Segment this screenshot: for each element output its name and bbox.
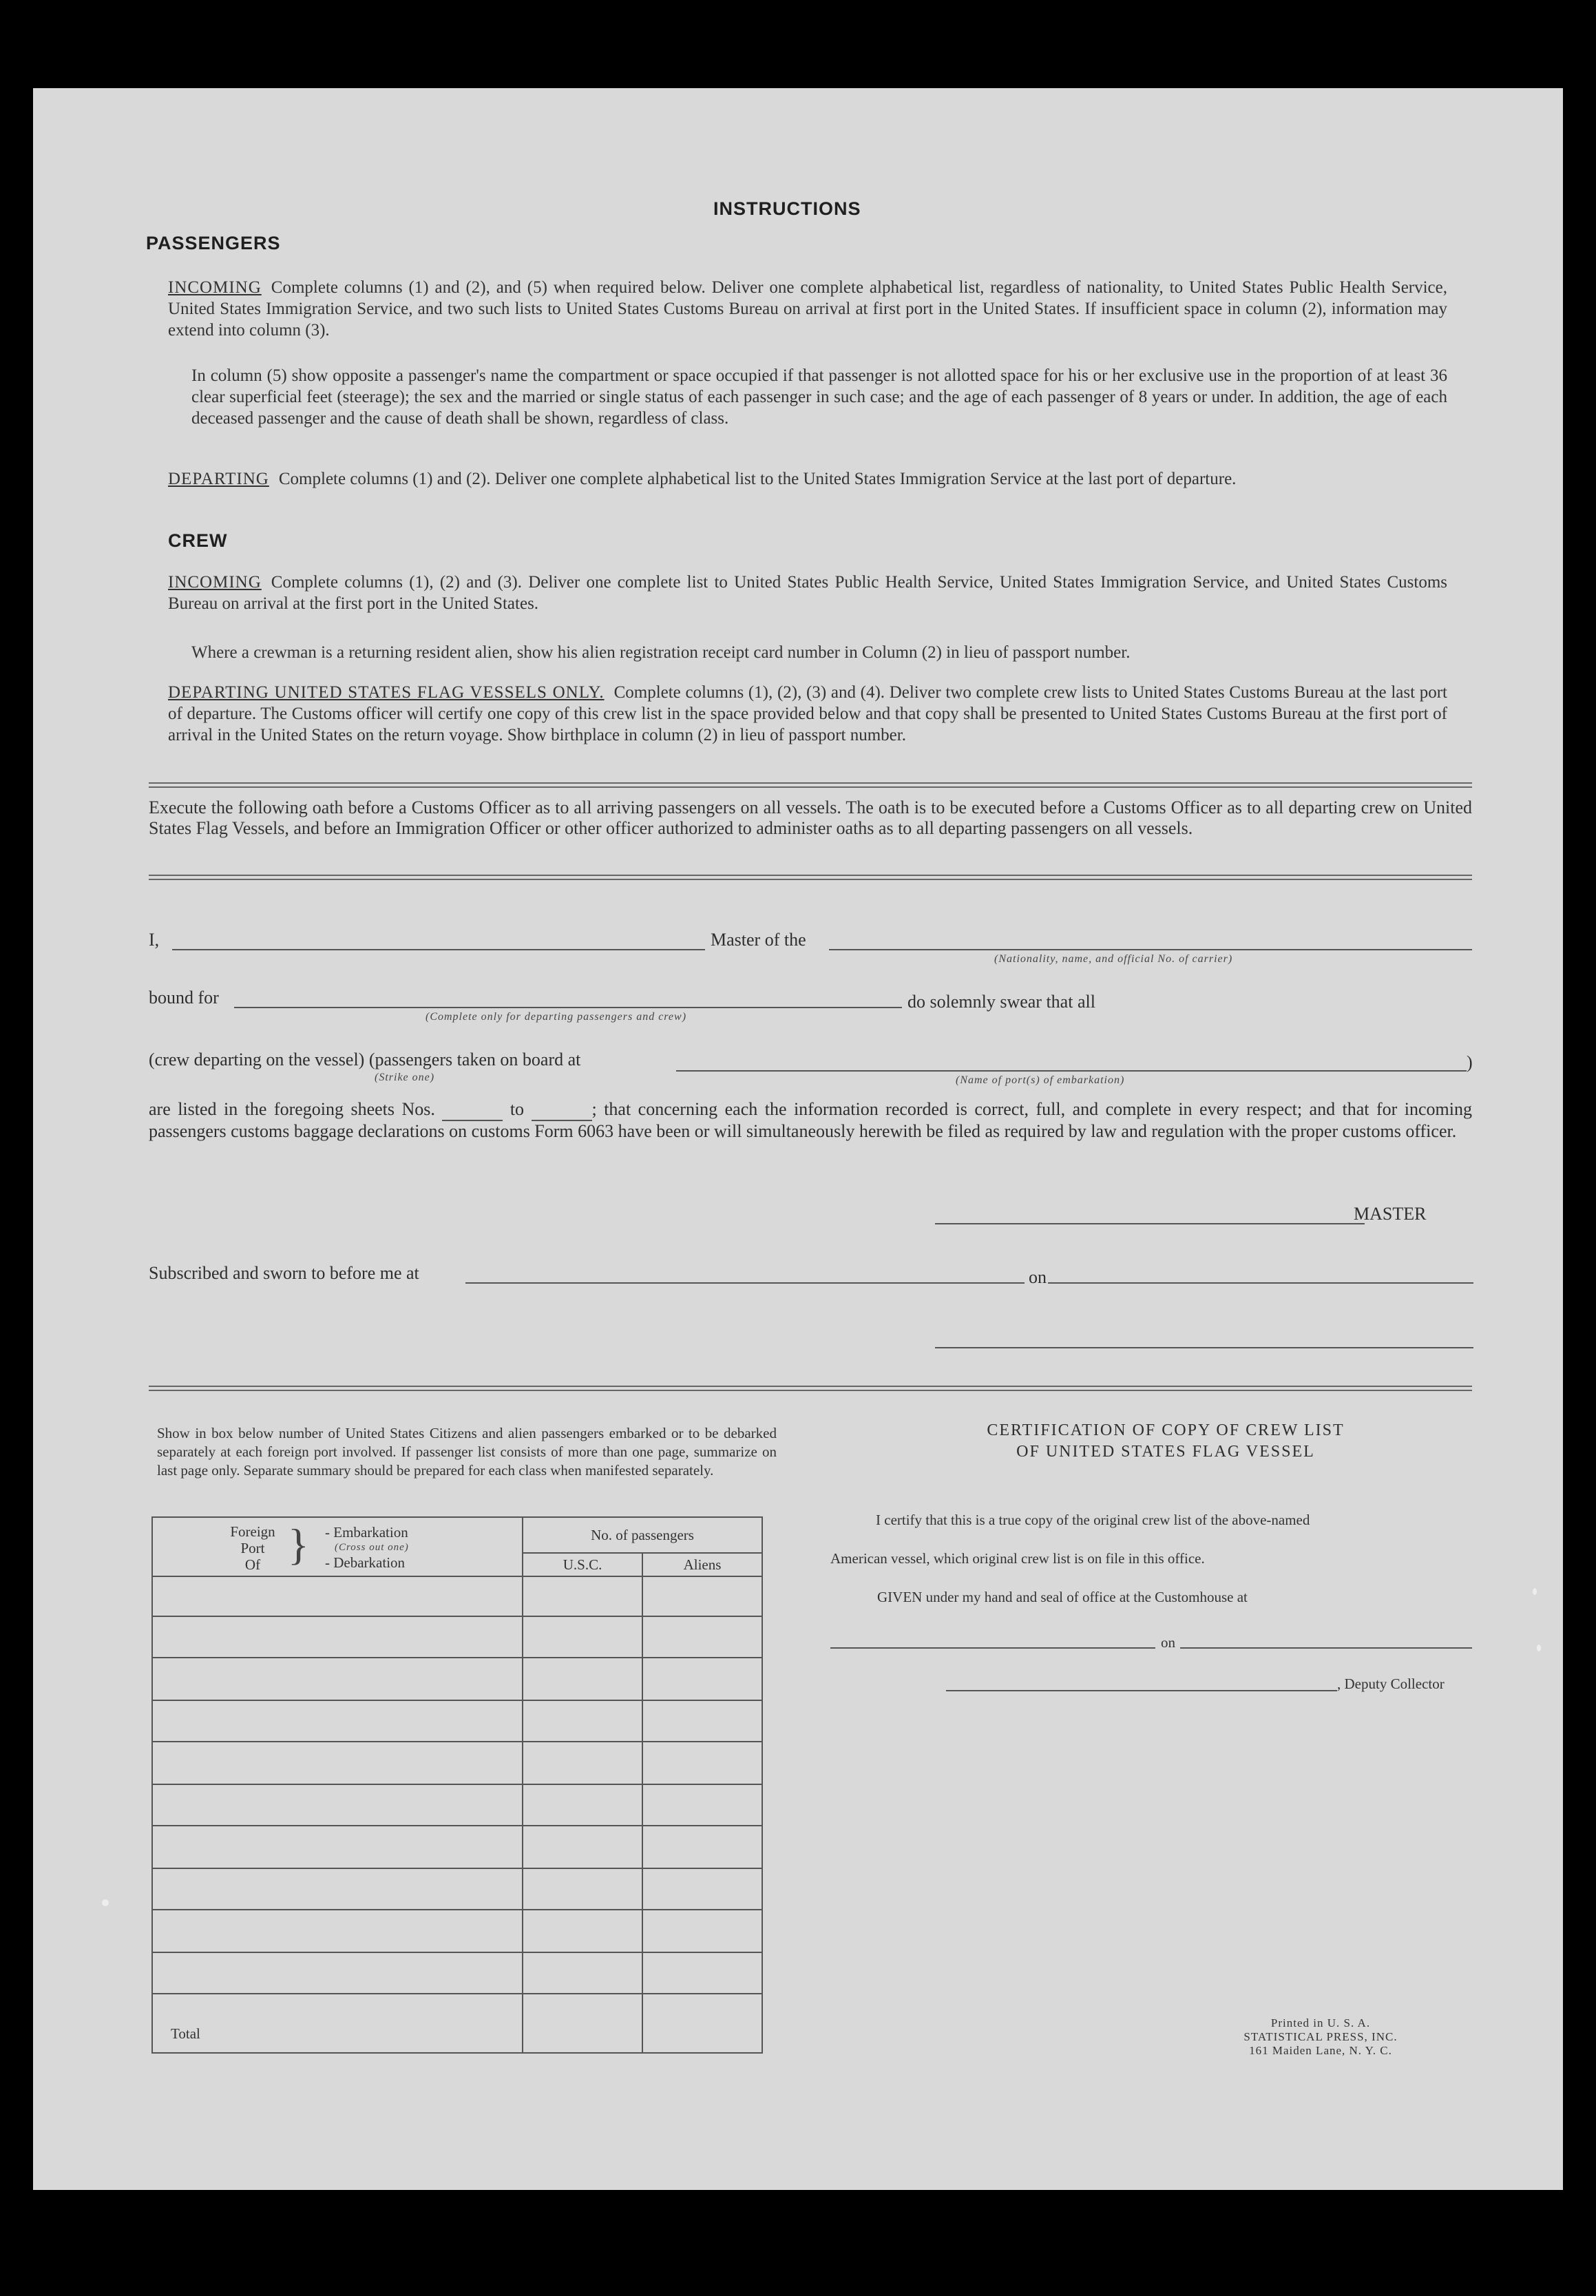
customhouse-field[interactable] [830,1647,1155,1649]
certify-line2: American vessel, which original crew list is on file in this office. [830,1550,1205,1567]
port-cell[interactable] [152,1910,523,1952]
usc-cell[interactable] [523,1868,642,1910]
aliens-cell[interactable] [642,1616,762,1658]
passengers-heading: PASSENGERS [146,233,281,253]
port-cell[interactable] [152,1784,523,1826]
brace-icon: } [288,1520,309,1569]
carrier-field[interactable] [829,949,1472,950]
certify-line1: I certify that this is a true copy of the original crew list of the above-named [876,1512,1310,1528]
printer-address-line: 161 Maiden Lane, N. Y. C. [1249,2044,1392,2057]
sworn-location-field[interactable] [465,1282,1025,1284]
port-cell[interactable] [152,1576,523,1616]
of-label: Of [244,1556,261,1573]
foreign-port-header [152,1517,523,1576]
aliens-cell[interactable] [642,1826,762,1868]
passengers-incoming-text: Complete columns (1) and (2), and (5) when required below. Deliver one complete alphabetical list, regardless of nationality, to United States Public Health Service, United States Immigration Service, and two such lists to United States Customs Bureau on arrival at first port in the United States. If insufficient space in column (2), information may extend into column (3). [168,278,1447,340]
strike-one-caption: (Strike one) [375,1072,435,1083]
usc-total-cell[interactable] [523,1994,642,2053]
aliens-cell[interactable] [642,1576,762,1616]
sheets-statement [149,1099,1472,1142]
port-cell[interactable] [152,1826,523,1868]
subscribed-label: Subscribed and sworn to before me at [149,1263,419,1283]
section-divider [149,782,1472,788]
port-cell[interactable] [152,1952,523,1994]
aliens-cell[interactable] [642,1910,762,1952]
aliens-cell[interactable] [642,1658,762,1700]
form-sheet [33,88,1563,2190]
usc-cell[interactable] [523,1658,642,1700]
embarkation-option[interactable]: - Embarkation [325,1524,408,1541]
embarkation-port-caption: (Name of port(s) of embarkation) [956,1074,1125,1086]
section-divider [149,1386,1472,1391]
debarkation-option[interactable]: - Debarkation [325,1554,406,1571]
instructions-title: INSTRUCTIONS [713,198,861,219]
port-cell[interactable] [152,1700,523,1742]
usc-cell[interactable] [523,1784,642,1826]
swear-text: do solemnly swear that all [907,992,1095,1012]
printer-imprint [1204,2016,1438,2058]
scan-speck [102,1899,109,1906]
crew-resident-instruction: Where a crewman is a returning resident alien, show his alien registration receipt card number in Column (2) in lieu of passport number. [191,643,1131,662]
master-label: MASTER [1354,1204,1427,1224]
master-name-field[interactable] [172,949,705,950]
aliens-cell[interactable] [642,1742,762,1784]
certification-title-line2: OF UNITED STATES FLAG VESSEL [1016,1443,1315,1461]
passenger-summary-table [151,1516,763,2054]
scan-speck [1537,1645,1541,1651]
master-signature-field[interactable] [935,1223,1365,1224]
oath-i-label: I, [149,930,160,950]
aliens-cell[interactable] [642,1952,762,1994]
port-cell[interactable] [152,1616,523,1658]
port-cell[interactable] [152,1658,523,1700]
aliens-cell[interactable] [642,1784,762,1826]
scan-speck [1533,1588,1537,1595]
usc-cell[interactable] [523,1700,642,1742]
deputy-collector-label: , Deputy Collector [1337,1676,1445,1692]
usc-cell[interactable] [523,1910,642,1952]
passengers-departing-label: DEPARTING [168,470,269,488]
usc-cell[interactable] [523,1576,642,1616]
bound-for-label: bound for [149,988,219,1008]
crew-departing-clause: (crew departing on the vessel) (passengers taken on board at [149,1050,581,1069]
aliens-cell[interactable] [642,1700,762,1742]
crew-incoming-instruction [168,572,1447,614]
sworn-date-field[interactable] [1048,1282,1473,1284]
crew-heading: CREW [168,530,228,551]
crew-departing-text: Complete columns (1), (2), (3) and (4). Deliver two complete crew lists to United States Customs Bureau at the last port of departure. The Customs officer will certify one copy of this crew list in the space provided below and that copy shall be presented to United States Customs Bureau at the first port of arrival in the United States on the return voyage. Show birthplace in column (2) in lieu of passport number. [168,683,1447,744]
sheet-to-field[interactable] [532,1099,592,1121]
sheets-prefix: are listed in the foregoing sheets Nos. [149,1099,435,1119]
certification-date-field[interactable] [1180,1647,1472,1649]
officer-signature-field[interactable] [935,1347,1473,1348]
sheets-to-label: to [510,1099,525,1119]
port-label: Port [240,1540,265,1556]
oath-intro: Execute the following oath before a Customs Officer as to all arriving passengers on all vessels. The oath is to be executed before a Customs Officer as to all departing crew on United States Flag Vessels, and before an Immigration Officer or other officer authorized to administer oaths as to all departing passengers on all vessels. [149,797,1472,838]
usc-cell[interactable] [523,1952,642,1994]
printed-in-line: Printed in U. S. A. [1270,2016,1371,2029]
bound-for-caption: (Complete only for departing passengers and crew) [426,1011,687,1023]
passengers-departing-instruction [168,468,1447,490]
deputy-collector-signature-field[interactable] [946,1690,1337,1691]
close-paren: ) [1467,1052,1473,1072]
crew-departing-label: DEPARTING UNITED STATES FLAG VESSELS ONLY. [168,683,605,702]
crew-incoming-text: Complete columns (1), (2) and (3). Deliver one complete list to United States Public Health Service, United States Immigration Service, and United States Customs Bureau on arrival at the first port in the United States. [168,573,1447,613]
summary-instructions: Show in box below number of United States Citizens and alien passengers embarked or to be debarked separately at each foreign port involved. If passenger list consists of more than one page, summarize on last page only. Separate summary should be prepared for each class when manifested separately. [157,1425,777,1479]
passengers-incoming-instruction [168,277,1447,341]
carrier-caption: (Nationality, name, and official No. of carrier) [994,953,1233,965]
usc-cell[interactable] [523,1826,642,1868]
foreign-label: Foreign [230,1523,275,1540]
given-text: GIVEN under my hand and seal of office at the Customhouse at [877,1589,1248,1605]
master-of-the-label: Master of the [711,930,806,950]
sworn-on-label: on [1029,1267,1047,1287]
aliens-cell[interactable] [642,1868,762,1910]
crew-incoming-label: INCOMING [168,573,262,592]
certification-on-label: on [1161,1634,1175,1651]
port-cell[interactable] [152,1742,523,1784]
port-cell[interactable] [152,1868,523,1910]
sheet-from-field[interactable] [442,1099,503,1121]
embarkation-port-field[interactable] [676,1070,1467,1072]
printer-name-line: STATISTICAL PRESS, INC. [1243,2030,1398,2043]
certification-title [859,1420,1472,1463]
total-label: Total [152,1994,523,2053]
bound-for-field[interactable] [234,1007,902,1008]
sheets-rest-text: ; that concerning each the information recorded is correct, full, and complete in every respect; and that for incoming passengers customs baggage declarations on customs Form 6063 have been or will simultaneously herewith be filed as required by law and regulation with the proper customs officer. [149,1099,1472,1141]
passengers-departing-text: Complete columns (1) and (2). Deliver one complete alphabetical list to the United States Immigration Service at the last port of departure. [278,470,1237,488]
usc-cell[interactable] [523,1616,642,1658]
aliens-total-cell[interactable] [642,1994,762,2053]
aliens-header: Aliens [642,1553,762,1576]
certification-title-line1: CERTIFICATION OF COPY OF CREW LIST [987,1421,1345,1439]
usc-header: U.S.C. [523,1553,642,1576]
cross-out-caption: (Cross out one) [335,1542,409,1553]
passengers-incoming-label: INCOMING [168,278,262,297]
crew-departing-instruction [168,682,1447,746]
section-divider [149,875,1472,880]
no-passengers-header: No. of passengers [523,1517,762,1553]
passengers-column5-instruction: In column (5) show opposite a passenger's name the compartment or space occupied if that passenger is not allotted space for his or her exclusive use in the proportion of at least 36 clear superficial feet (steerage); the sex and the married or single status of each passenger in such case; and the age of each passenger of 8 years or under. In addition, the age of each deceased passenger and the cause of death shall be shown, regardless of class. [191,366,1447,428]
usc-cell[interactable] [523,1742,642,1784]
